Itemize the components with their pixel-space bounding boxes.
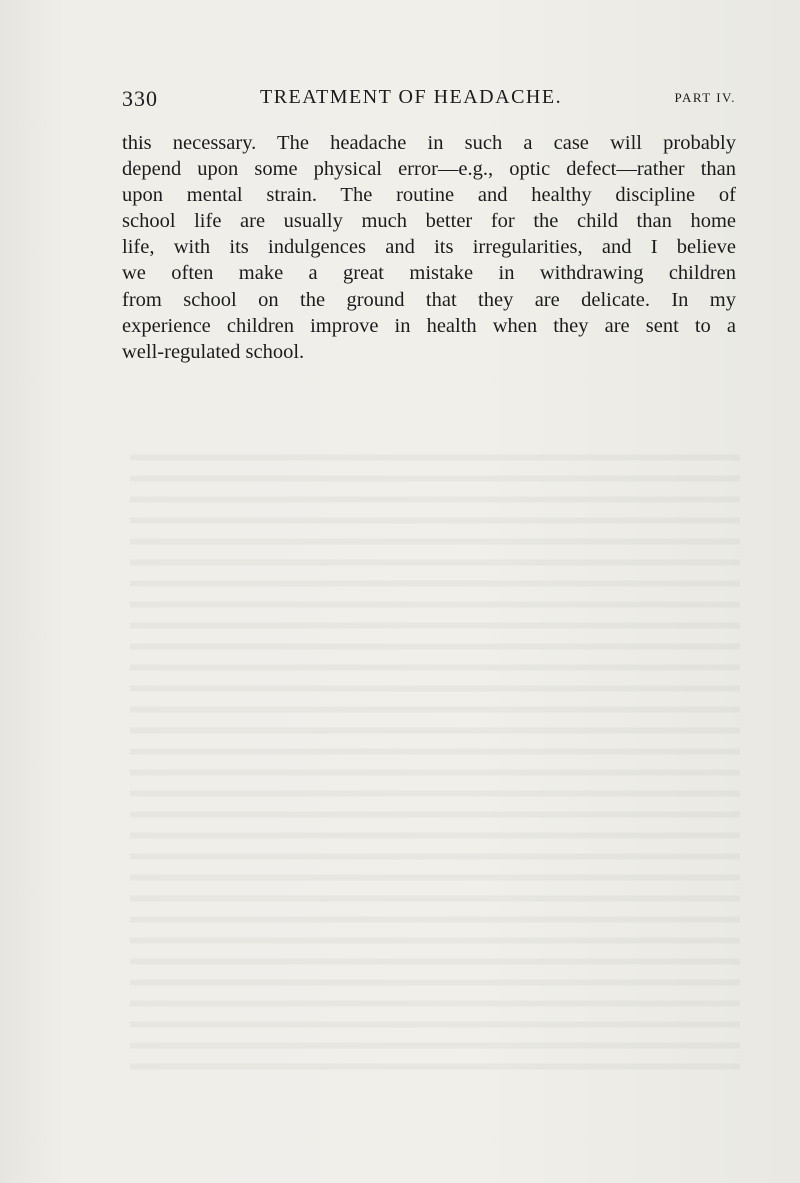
text-line: well-regulated school. [122, 340, 305, 363]
running-title: TREATMENT OF HEADACHE. [260, 86, 563, 108]
text-line: we often make a great mistake in withdrawing children [122, 262, 736, 285]
text-line: upon mental strain. The routine and healthy discipline of [122, 184, 736, 207]
text-line: experience children improve in health when they are sent to a [122, 314, 736, 337]
text-line: life, with its indulgences and its irregularities, and I believe [122, 236, 736, 259]
body-paragraph [122, 130, 736, 365]
text-line: school life are usually much better for the child than home [122, 210, 736, 233]
page-number: 330 [122, 86, 158, 111]
reverse-side-bleed-through [130, 440, 740, 1080]
text-line: from school on the ground that they are delicate. In my [122, 288, 736, 311]
running-header [122, 86, 738, 112]
part-label: PART IV. [674, 90, 736, 105]
text-line: this necessary. The headache in such a case will probably [122, 132, 736, 154]
text-line: depend upon some physical error—e.g., optic defect—rather than [122, 158, 736, 181]
